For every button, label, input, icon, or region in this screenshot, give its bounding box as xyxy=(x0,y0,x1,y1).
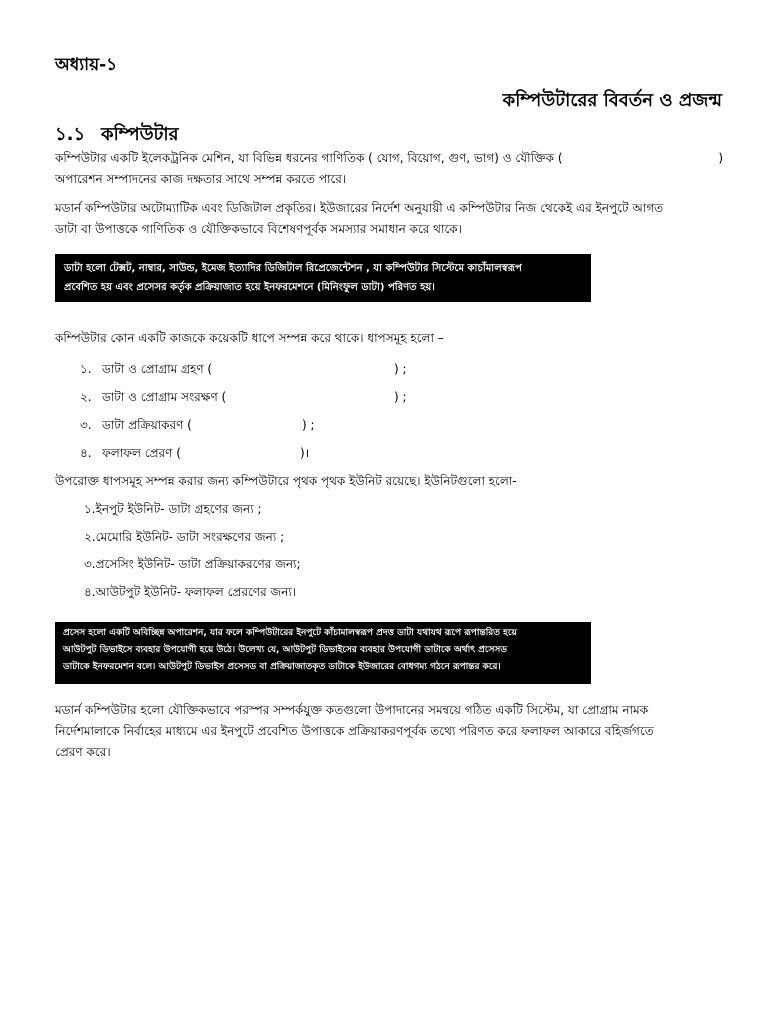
step-text: ডাটা প্রক্রিয়াকরণ ( xyxy=(102,418,192,432)
list-item xyxy=(80,444,181,462)
step-text: ডাটা ও প্রোগ্রাম গ্রহণ ( xyxy=(102,362,213,376)
paragraph-definition xyxy=(55,148,723,190)
list-item xyxy=(80,388,226,406)
step-number: ২. xyxy=(80,390,92,404)
step-number: ৩. xyxy=(80,418,92,432)
process-definition-box xyxy=(55,622,591,684)
list-item xyxy=(80,416,192,434)
steps-intro: কম্পিউটার কোন একটি কাজকে কয়েকটি ধাপে সম্পন্ন করে থাকে। ধাপসমূহ হলো – xyxy=(55,331,444,345)
step-text: ডাটা ও প্রোগ্রাম সংরক্ষণ ( xyxy=(102,390,227,404)
closing-paren: ) xyxy=(718,151,723,165)
section-title: কম্পিউটার xyxy=(101,124,179,145)
units-intro: উপরোক্ত ধাপসমূহ সম্পন্ন করার জন্য কম্পিউটারে পৃথক পৃথক ইউনিট রয়েছে। ইউনিটগুলো হলো- xyxy=(55,474,517,488)
box-line: প্রবেশিত হয় এবং প্রসেসর কর্তৃক প্রক্রিয়াজাত হয়ে ইনফরমেশনে (মিনিংফুল ডাটা) পরিণত হয়। xyxy=(64,282,435,293)
box-line: ডাটাকে ইনফরমেশন বলে। আউটপুট ডিভাইস প্রসেসড বা প্রক্রিয়াজাতকৃত ডাটাকে ইউজারের বোধগম্য গঠনে রূপান্তর করে। xyxy=(63,662,501,672)
paragraph-line: মডার্ন কম্পিউটার অটোম্যাটিক এবং ডিজিটাল প্রকৃতির। ইউজারের নির্দেশ অনুযায়ী এ কম্পিউটার নিজ থেকেই এর ইনপুটে আগত xyxy=(55,201,664,215)
step-number: ১. xyxy=(80,362,92,376)
unit-item: ৪.আউটপুট ইউনিট- ফলাফল প্রেরণের জন্য। xyxy=(84,585,297,599)
step-paren-end: ) ; xyxy=(394,390,407,404)
paragraph-system xyxy=(55,700,723,763)
step-paren-end: ) ; xyxy=(394,362,407,376)
paragraph-line: অপারেশন সম্পাদনের কাজ দক্ষতার সাথে সম্পন্ন করতে পারে। xyxy=(55,172,347,186)
step-number: ৪. xyxy=(80,446,92,460)
paragraph-line: ডাটা বা উপাত্তকে গাণিতিক ও যৌক্তিকভাবে বিশেষণপূর্বক সমস্যার সমাধান করে থাকে। xyxy=(55,222,462,236)
paragraph-modern-computer xyxy=(55,198,723,240)
step-text: ফলাফল প্রেরণ ( xyxy=(102,446,181,460)
step-paren-end: ) ; xyxy=(302,418,315,432)
section-number: ১.১ xyxy=(55,124,86,145)
box-line: প্রসেস হলো একটি অবিচ্ছিন্ন অপারেশন, যার ফলে কম্পিউটারের ইনপুটে কাঁচামালস্বরূপ প্রদত্ত ডাটা যথাযথ রূপে রূপান্তরিত হয়ে xyxy=(63,628,517,638)
box-line: আউটপুট ডিভাইসে ব্যবহার উপযোগী হয়ে উঠে। উলেখ্য যে, আউটপুট ডিভাইসের ব্যবহার উপযোগী ডাটাকে অর্থাৎ প্রসেসড xyxy=(63,645,507,655)
paragraph-line: প্রেরণ করে। xyxy=(55,745,111,759)
unit-item: ৩.প্রসেসিং ইউনিট- ডাটা প্রক্রিয়াকরণের জন্য; xyxy=(84,557,301,571)
list-item xyxy=(80,360,212,378)
unit-item: ২.মেমোরি ইউনিট- ডাটা সংরক্ষণের জন্য ; xyxy=(84,530,285,544)
chapter-label: অধ্যায়-১ xyxy=(55,55,118,75)
chapter-title: কম্পিউটারের বিবর্তন ও প্রজন্ম xyxy=(502,90,722,111)
step-paren-end: )। xyxy=(300,446,310,460)
section-heading xyxy=(55,120,179,151)
box-line: ডাটা হলো টেক্সট, নাম্বার, সাউন্ড, ইমেজ ইত্যাদির ডিজিটাল রিপ্রেজেন্টেশন , যা কম্পিউটার সিস্টেমে কাচাঁমালস্বরূপ xyxy=(64,263,522,274)
paragraph-line: কম্পিউটার একটি ইলেকট্রনিক মেশিন, যা বিভিন্ন ধরনের গাণিতিক ( যোগ, বিয়োগ, গুণ, ভাগ) ও যৌক্তিক ( xyxy=(55,151,563,165)
unit-item: ১.ইনপুট ইউনিট- ডাটা গ্রহণের জন্য ; xyxy=(84,502,262,516)
paragraph-line: মডার্ন কম্পিউটার হলো যৌক্তিকভাবে পরস্পর সম্পর্কযুক্ত কতগুলো উপাদানের সমন্বয়ে গঠিত একটি সিস্টেম, যা প্রোগ্রাম নামক xyxy=(55,703,649,717)
data-definition-box xyxy=(55,254,591,302)
paragraph-line: নির্দেশমালাকে নির্বাহের মাধ্যমে এর ইনপুটে প্রবেশিত উপাত্তকে প্রক্রিয়াকরণপূর্বক তথ্যে পরিণত করে ফলাফল আকারে বহির্জগতে xyxy=(55,724,654,738)
